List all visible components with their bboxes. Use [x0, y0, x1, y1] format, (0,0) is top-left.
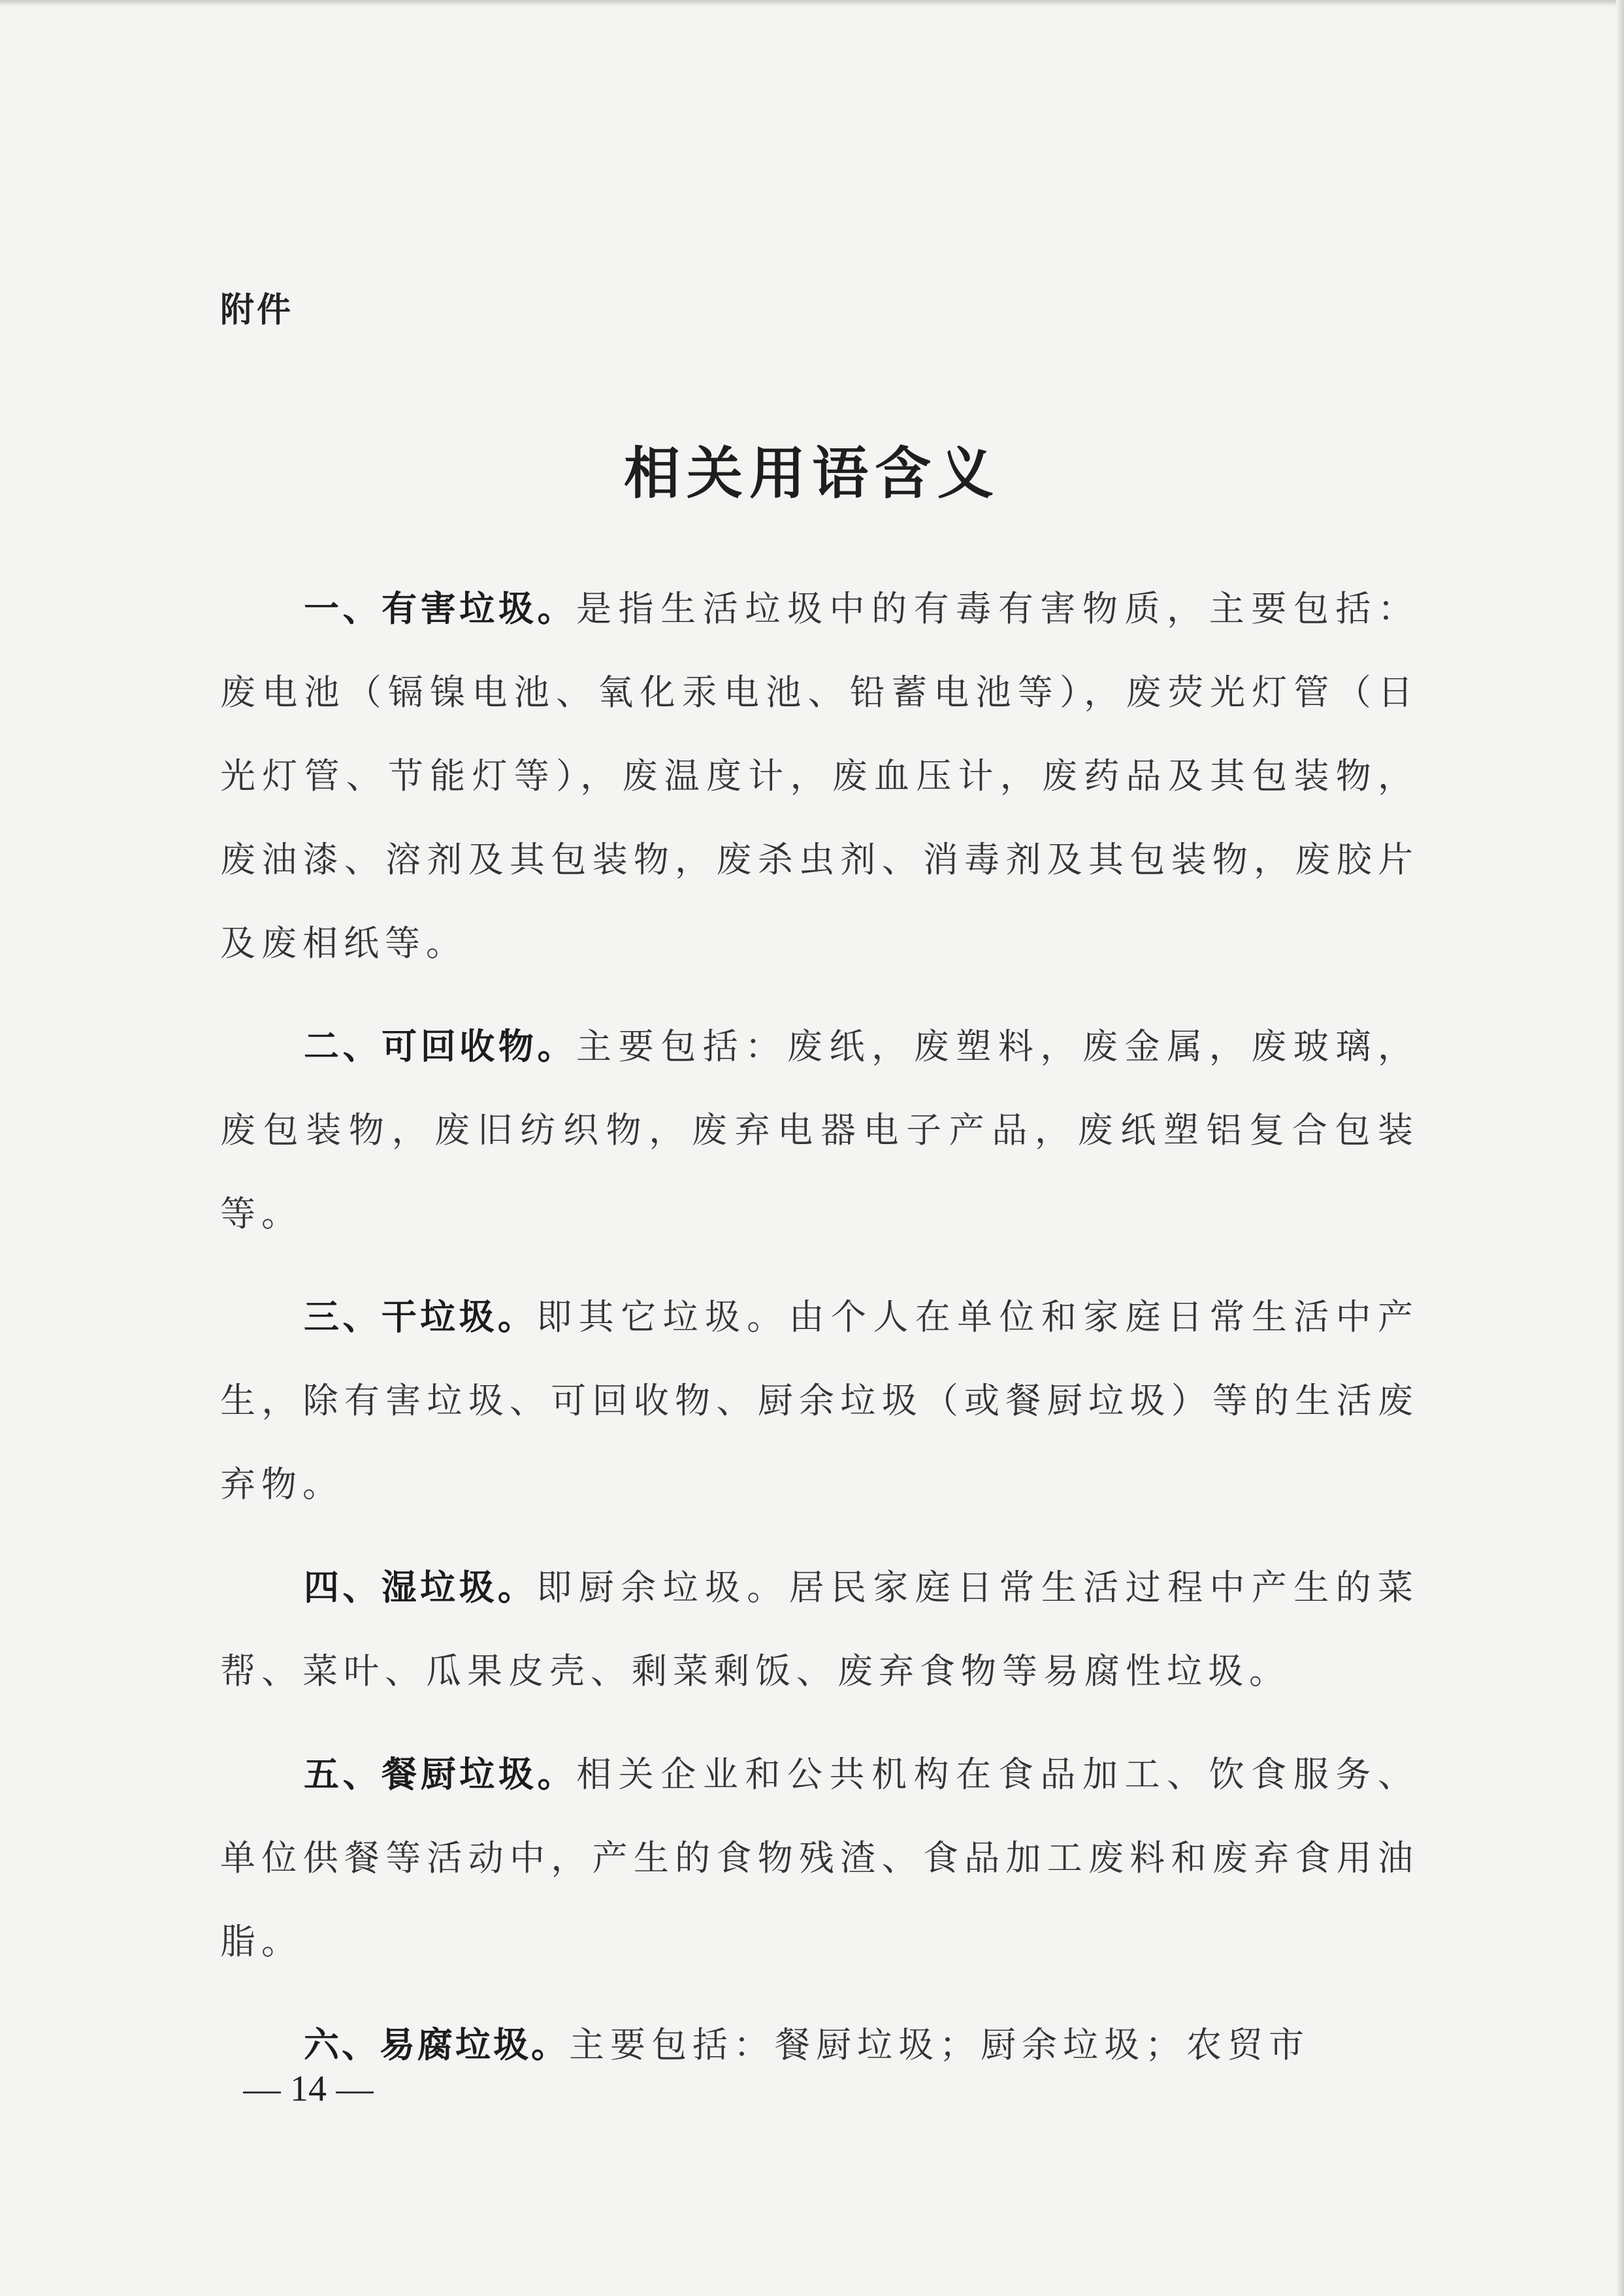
- section-perishable-waste: [220, 2003, 1419, 2087]
- section-kitchen-waste: [220, 1733, 1419, 1984]
- page-number-dash-right: [336, 2091, 374, 2093]
- document-title: 相关用语含义: [624, 440, 1000, 506]
- section-text: 相关企业和公共机构在食品加工、饮食服务、单位供餐等活动中，产生的食物残渣、食品加工废料和废弃食用油脂。: [220, 1754, 1420, 1962]
- section-wet-waste: [220, 1546, 1419, 1713]
- section-text: 主要包括：餐厨垃圾；厨余垃圾；农贸市: [569, 2024, 1310, 2065]
- scan-edge-top: [0, 0, 1624, 7]
- section-dry-waste: [220, 1275, 1419, 1526]
- page-number-dash-left: [243, 2091, 281, 2093]
- section-recyclables: [220, 1005, 1419, 1256]
- section-text: 即其它垃圾。由个人在单位和家庭日常生活中产生，除有害垃圾、可回收物、厨余垃圾（或餐厨垃圾）等的生活废弃物。: [220, 1296, 1420, 1505]
- section-term: 四、湿垃圾。: [304, 1567, 537, 1608]
- section-term: 三、干垃圾。: [304, 1296, 537, 1337]
- page-number-value: 14: [290, 2069, 327, 2109]
- section-term: 六、易腐垃圾。: [304, 2024, 569, 2065]
- attachment-label: 附件: [220, 291, 294, 330]
- scan-edge-right: [1616, 0, 1624, 2296]
- section-text: 是指生活垃圾中的有毒有害物质，主要包括：废电池（镉镍电池、氧化汞电池、铅蓄电池等），废荧光灯管（日光灯管、节能灯等），废温度计，废血压计，废药品及其包装物，废油漆、溶剂及其包装物，废杀虫剂、消毒剂及其包装物，废胶片及废相纸等。: [220, 588, 1420, 964]
- section-text: 主要包括：废纸，废塑料，废金属，废玻璃，废包装物，废旧纺织物，废弃电器电子产品，废纸塑铝复合包装等。: [220, 1026, 1420, 1234]
- document-body: [220, 567, 1419, 2107]
- section-hazardous-waste: [220, 567, 1419, 985]
- section-term: 五、餐厨垃圾。: [304, 1754, 577, 1795]
- page-number: [243, 2068, 374, 2110]
- section-term: 一、有害垃圾。: [304, 588, 577, 629]
- section-text: 即厨余垃圾。居民家庭日常生活过程中产生的菜帮、菜叶、瓜果皮壳、剩菜剩饭、废弃食物等易腐性垃圾。: [220, 1567, 1420, 1692]
- section-term: 二、可回收物。: [304, 1026, 577, 1067]
